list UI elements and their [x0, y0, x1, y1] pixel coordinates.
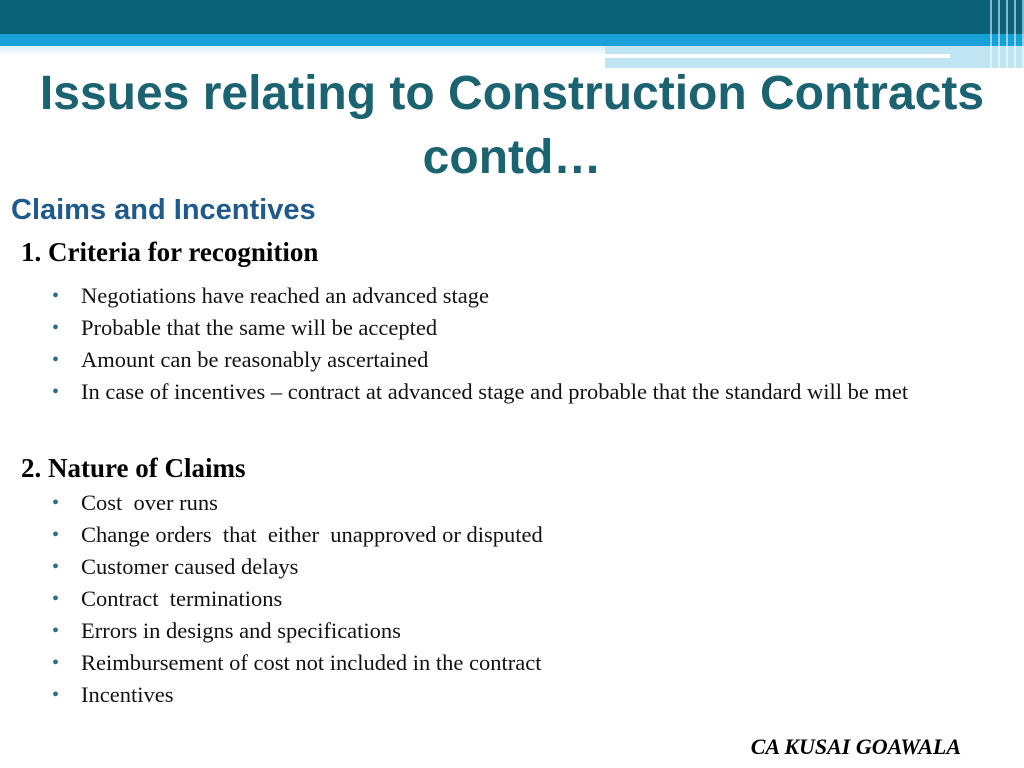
list-item: [52, 649, 992, 677]
bullet-dot-icon: •: [52, 492, 60, 514]
list-item: [52, 681, 992, 709]
list-item-text: Reimbursement of cost not included in the contract: [81, 650, 542, 675]
list-item: [52, 489, 992, 517]
slide-subtitle: Claims and Incentives: [11, 194, 316, 226]
bullet-dot-icon: •: [52, 381, 60, 403]
bullet-dot-icon: •: [52, 588, 60, 610]
banner-right-line: [605, 54, 950, 58]
list-item: [52, 282, 992, 310]
list-item-text: Cost over runs: [81, 490, 218, 515]
list-item-text: Negotiations have reached an advanced stage: [81, 283, 489, 308]
list-item-text: Amount can be reasonably ascertained: [81, 347, 429, 372]
section-heading-nature: 2. Nature of Claims: [21, 453, 246, 483]
banner-light-band: [0, 34, 1024, 46]
list-item: [52, 378, 992, 406]
banner-dark-band: [0, 0, 1024, 34]
criteria-list: [52, 282, 992, 410]
list-item: [52, 585, 992, 613]
list-item-text: Incentives: [81, 682, 174, 707]
nature-list: [52, 489, 992, 713]
list-item-text: Change orders that either unapproved or disputed: [81, 522, 543, 547]
footer-author: CA KUSAI GOAWALA: [750, 734, 961, 759]
banner-fade-band: [0, 46, 605, 56]
list-item-text: Errors in designs and specifications: [81, 618, 401, 643]
list-item: [52, 521, 992, 549]
banner-stripes: [990, 0, 1024, 70]
list-item-text: Probable that the same will be accepted: [81, 315, 438, 340]
bullet-dot-icon: •: [52, 652, 60, 674]
bullet-dot-icon: •: [52, 285, 60, 307]
list-item: [52, 617, 992, 645]
bullet-dot-icon: •: [52, 317, 60, 339]
list-item: [52, 346, 992, 374]
bullet-dot-icon: •: [52, 349, 60, 371]
slide-title: Issues relating to Construction Contracts contd…: [39, 67, 985, 184]
list-item-text: Customer caused delays: [81, 554, 299, 579]
list-item-text: Contract terminations: [81, 586, 283, 611]
bullet-dot-icon: •: [52, 556, 60, 578]
bullet-dot-icon: •: [52, 620, 60, 642]
bullet-dot-icon: •: [52, 524, 60, 546]
bullet-dot-icon: •: [52, 684, 60, 706]
list-item: [52, 314, 992, 342]
header-banner: [0, 0, 1024, 70]
list-item: [52, 553, 992, 581]
section-heading-criteria: 1. Criteria for recognition: [21, 237, 319, 267]
list-item-text: In case of incentives – contract at advanced stage and probable that the standard will be met: [81, 379, 909, 404]
